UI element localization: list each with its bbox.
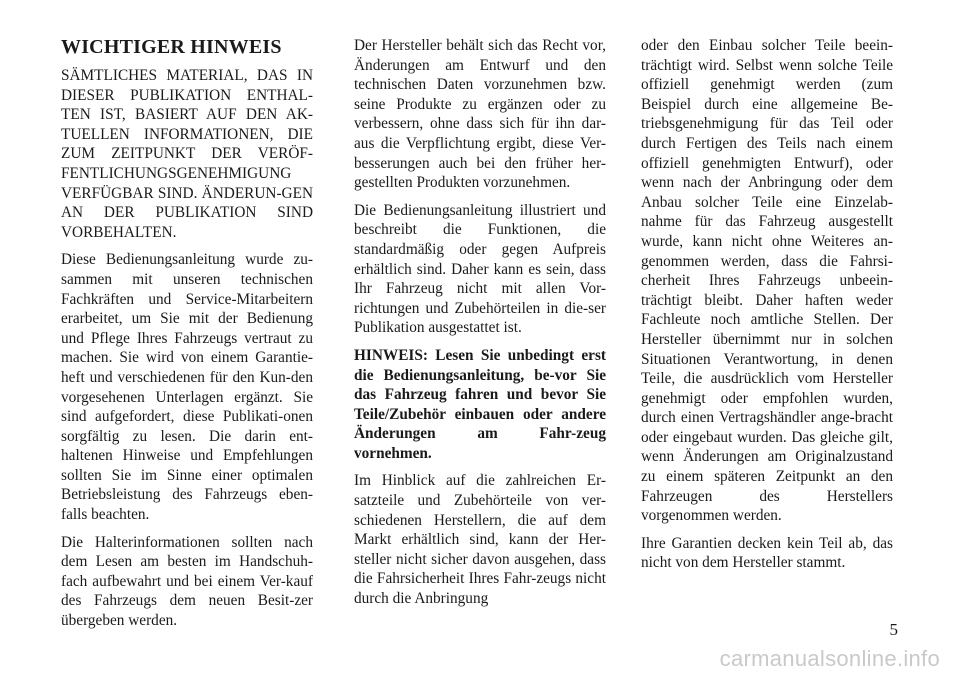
text-column-middle — [354, 36, 606, 617]
paragraph-owner-info: Die Halterinformationen sollten nach dem Lesen am besten im Handschuh-fach aufbewahrt und bei einem Ver-kauf des Fahrzeugs dem neuen Besit-zer übergeben werden. — [61, 533, 313, 630]
page-title: WICHTIGER HINWEIS — [61, 36, 282, 58]
paragraph-manufacturer-rights: Der Hersteller behält sich das Recht vor, Änderungen am Entwurf und den technischen Daten vorzunehmen bzw. seine Produkte zu ergänzen oder zu verbessern, ohne dass sich für ihn dar-aus die Verpflichtung ergibt, diese Ver-besserungen auch bei den früher her-gestellten Produkten vorzunehmen. — [354, 37, 606, 192]
paragraph-parts-continuation: oder den Einbau solcher Teile beein-trächtigt wird. Selbst wenn solche Teile offiziell genehmigt werden (zum Beispiel durch eine allgemeine Be-triebsgenehmigung für das Teil oder durch Fertigen des Teils nach einem offiziell genehmigten Entwurf), oder wenn nach der Anbringung oder dem Anbau solcher Teile eine Einzelab-nahme für das Fahrzeug ausgestellt wurde, kann nicht ohne Weiteres an-genommen werden, dass die Fahrsi-cherheit Ihres Fahrzeugs unbeein-trächtigt bleibt. Daher haften weder Fachleute noch amtliche Stellen. Der Hersteller übernimmt nur in solchen Situationen Verantwortung, in denen Teile, die ausdrücklich vom Hersteller genehmigt oder empfohlen wurden, durch einen Vertragshändler ange-bracht oder eingebaut wurden. Das gleiche gilt, wenn Änderungen am Originalzustand zu einem späteren Zeitpunkt an den Fahrzeugen des Herstellers vorgenommen werden. — [641, 37, 893, 525]
notice-paragraph-uppercase: SÄMTLICHES MATERIAL, DAS IN DIESER PUBLIKATION ENTHAL-TEN IST, BASIERT AUF DEN AK-TUELLEN INFORMATIONEN, DIE ZUM ZEITPUNKT DER VERÖF-FENTLICHUNGSGENEHMIGUNG VERFÜGBAR SIND. ÄNDERUN-GEN AN DER PUBLIKATION SIND VORBEHALTEN. — [61, 67, 313, 241]
text-column-left — [61, 66, 313, 639]
paragraph-hinweis-note: HINWEIS: Lesen Sie unbedingt erst die Bedienungsanleitung, be-vor Sie das Fahrzeug fahren und bevor Sie Teile/Zubehör einbauen oder andere Änderungen am Fahr-zeug vornehmen. — [354, 346, 606, 462]
paragraph-spare-parts: Im Hinblick auf die zahlreichen Er-satzteile und Zubehörteile von ver-schiedenen Herstellern, die auf dem Markt erhältlich sind, kann der Her-steller nicht sicher davon ausgehen, dass die Fahrsicherheit Ihres Fahr-zeugs nicht durch die Anbringung — [354, 472, 606, 608]
paragraph-manual-intro: Diese Bedienungsanleitung wurde zu-sammen mit unseren technischen Fachkräften und Service-Mitarbeitern erarbeitet, um Sie mit der Bedienung und Pflege Ihres Fahrzeugs vertraut zu machen. Sie wird von einem Garantie-heft und verschiedenen für den Kun-den vorgesehenen Unterlagen ergänzt. Sie sind aufgefordert, diese Publikati-onen sorgfältig zu lesen. Die darin ent-haltenen Hinweise und Empfehlungen sollten Sie im Sinne einer optimalen Betriebsleistung des Fahrzeugs eben-falls beachten. — [61, 251, 313, 524]
watermark-text: carmanualsonline.info — [719, 646, 940, 671]
paragraph-warranty: Ihre Garantien decken kein Teil ab, das nicht von dem Hersteller stammt. — [641, 534, 893, 572]
page-number: 5 — [889, 620, 898, 639]
text-column-right — [641, 36, 893, 581]
paragraph-manual-features: Die Bedienungsanleitung illustriert und beschreibt die Funktionen, die standardmäßig oder gegen Aufpreis erhältlich sind. Daher kann es sein, dass Ihr Fahrzeug nicht mit allen Vor-richtungen und Zubehörteilen in die-ser Publikation ausgestattet ist. — [354, 201, 606, 337]
